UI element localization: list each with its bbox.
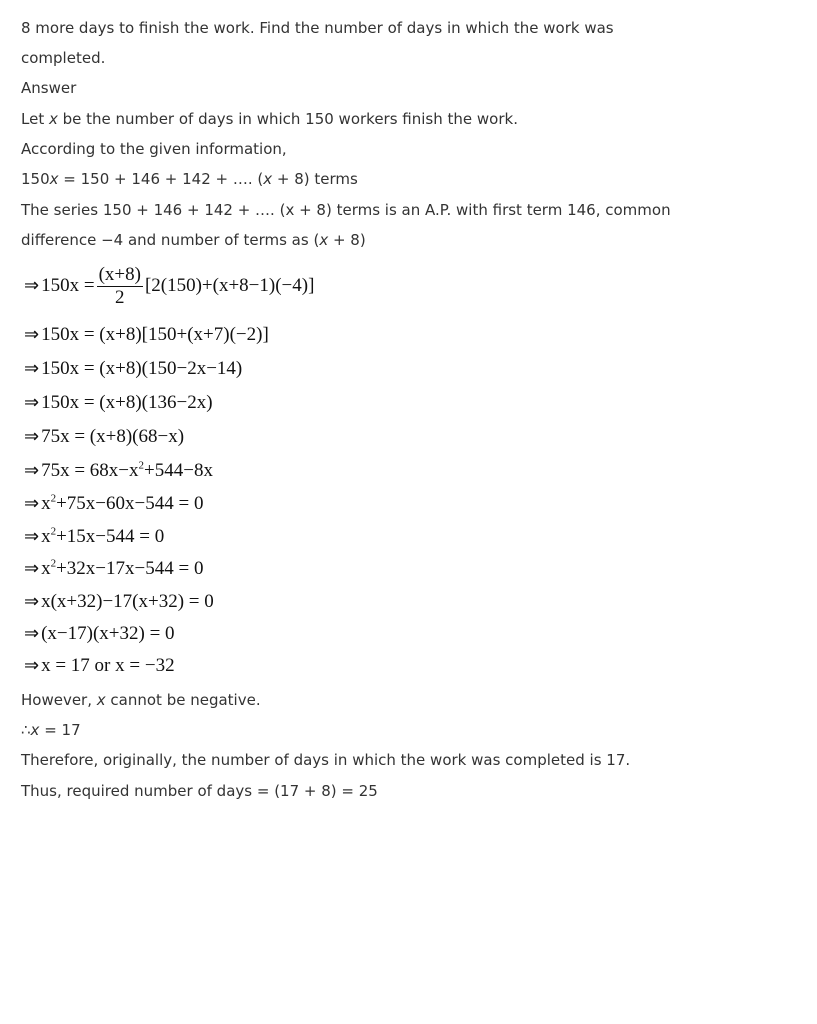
series-line-2 [21,230,366,250]
step9-a: x [41,558,51,579]
implies-arrow: ⇒ [24,526,40,547]
step5-text: 75x = (x+8)(68−x) [41,426,185,447]
therefore-symbol: ∴ [21,721,31,739]
negative-pre: However, [21,691,97,709]
negative-var: x [96,691,106,709]
step1-fraction [97,264,143,309]
step6-a: 75x = 68x−x [41,460,139,481]
step6-exponent: 2 [138,459,145,472]
series-equation [21,169,358,189]
let-statement [21,109,518,129]
let-post: be the number of days in which 150 workers finish the work. [57,110,518,128]
therefore-result [21,720,81,740]
step1-lhs: 150x = [41,274,95,296]
implies-arrow: ⇒ [24,392,40,413]
step9-exponent: 2 [50,557,57,570]
implies-arrow: ⇒ [24,655,40,676]
eq-pre: 150 [21,170,50,188]
math-step-9 [24,557,203,581]
series-line-2-post: + 8) [328,231,366,249]
let-pre: Let [21,110,49,128]
implies-arrow: ⇒ [24,358,40,379]
step11-text: (x−17)(x+32) = 0 [41,623,175,644]
step8-a: x [41,526,51,547]
step7-a: x [41,493,51,514]
step2-text: 150x = (x+8)[150+(x+7)(−2)] [41,324,269,345]
series-line-2-var: x [319,231,329,249]
therefore-var: x [30,721,40,739]
math-step-10 [24,590,214,614]
implies-arrow: ⇒ [24,460,40,481]
math-step-7 [24,492,203,516]
step8-b: +15x−544 = 0 [56,526,165,547]
implies-arrow: ⇒ [24,591,40,612]
step1-denominator: 2 [115,287,125,308]
math-step-3 [24,357,242,381]
eq-post: + 8) terms [272,170,358,188]
step9-b: +32x−17x−544 = 0 [56,558,204,579]
implies-arrow: ⇒ [24,558,40,579]
implies-arrow: ⇒ [24,274,40,296]
eq-var2: x [263,170,273,188]
step1-numerator: (x+8) [98,264,141,285]
step7-exponent: 2 [50,492,57,505]
originally-statement: Therefore, originally, the number of days in which the work was completed is 17. [21,751,631,769]
required-days-statement: Thus, required number of days = (17 + 8) = 25 [21,782,378,800]
step1-rhs: [2(150)+(x+8−1)(−4)] [144,274,315,296]
negative-note [21,690,261,710]
math-step-12 [24,654,175,678]
series-line-1: The series 150 + 146 + 142 + …. (x + 8) terms is an A.P. with first term 146, common [21,201,671,219]
math-step-11 [24,622,175,646]
therefore-post: = 17 [39,721,81,739]
math-step-1 [24,264,314,309]
math-step-4 [24,391,213,415]
eq-mid: = 150 + 146 + 142 + …. ( [58,170,264,188]
math-step-8 [24,525,164,549]
math-step-2 [24,323,269,347]
implies-arrow: ⇒ [24,623,40,644]
negative-post: cannot be negative. [105,691,261,709]
series-line-2-pre: difference −4 and number of terms as ( [21,231,320,249]
step8-exponent: 2 [50,525,57,538]
intro-line-2: completed. [21,49,106,67]
intro-line-1: 8 more days to finish the work. Find the number of days in which the work was [21,19,614,37]
let-var: x [48,110,58,128]
implies-arrow: ⇒ [24,493,40,514]
math-step-6 [24,459,213,483]
implies-arrow: ⇒ [24,324,40,345]
step4-text: 150x = (x+8)(136−2x) [41,392,213,413]
step7-b: +75x−60x−544 = 0 [56,493,204,514]
step10-text: x(x+32)−17(x+32) = 0 [41,591,214,612]
according-line: According to the given information, [21,140,287,158]
step12-text: x = 17 or x = −32 [41,655,175,676]
step6-b: +544−8x [144,460,213,481]
eq-var: x [49,170,59,188]
step3-text: 150x = (x+8)(150−2x−14) [41,358,243,379]
answer-heading: Answer [21,79,77,97]
math-step-5 [24,425,184,449]
implies-arrow: ⇒ [24,426,40,447]
